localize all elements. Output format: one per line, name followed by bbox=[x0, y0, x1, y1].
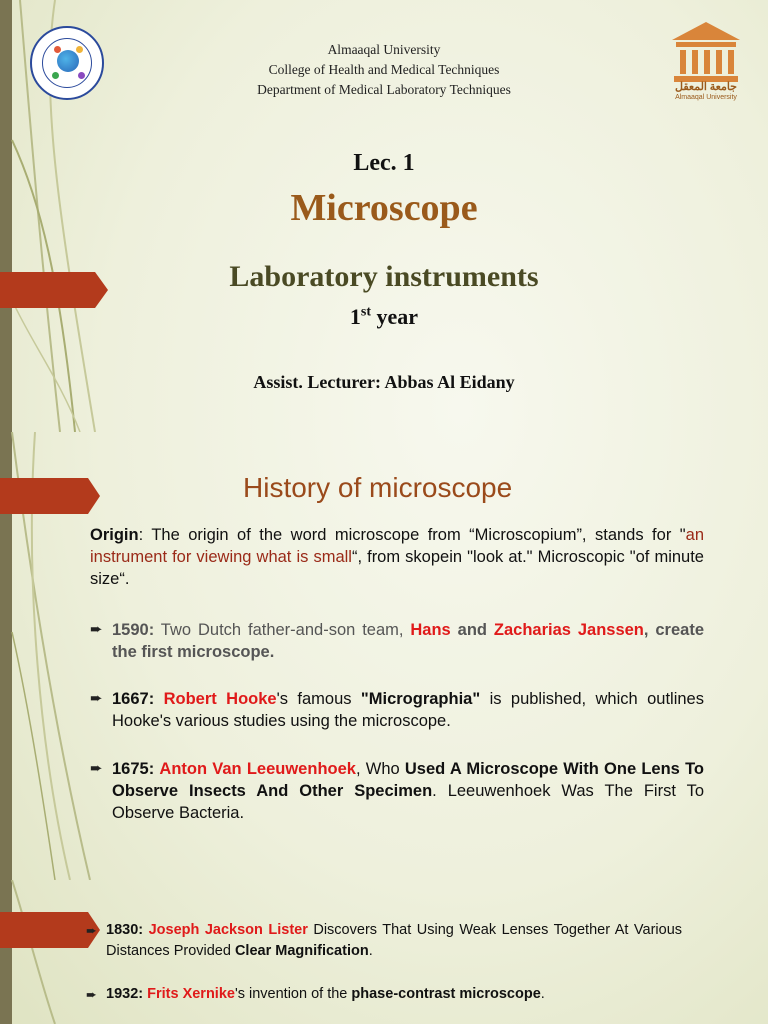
arrow-bullet-icon: ➨ bbox=[90, 621, 103, 638]
left-bar bbox=[0, 880, 12, 1024]
timeline-item-1590: 1590: Two Dutch father-and-son team, Hans and Zacharias Janssen, create the first microscope. bbox=[112, 621, 705, 661]
college-name: College of Health and Medical Techniques bbox=[268, 62, 500, 77]
lecture-number: Lec. 1 bbox=[353, 150, 415, 176]
columns-icon bbox=[668, 20, 744, 84]
logo-arabic-text: جامعة المعقل bbox=[675, 81, 737, 93]
timeline-item-1675: 1675: Anton Van Leeuwenhoek, Who Used A Microscope With One Lens To Observe Insects And Other Specimen. Leeuwenhoek Was The First To Observe Bacteria. bbox=[112, 760, 705, 822]
lecturer-name: Assist. Lecturer: Abbas Al Eidany bbox=[253, 372, 515, 392]
arrow-bullet-icon: ➨ bbox=[90, 690, 103, 707]
cover-slide bbox=[0, 0, 768, 432]
arrow-bullet-icon: ➨ bbox=[86, 923, 97, 938]
page-title: Microscope bbox=[290, 187, 478, 229]
section-heading: History of microscope bbox=[243, 472, 513, 503]
subtitle: Laboratory instruments bbox=[229, 260, 539, 293]
arrow-bullet-icon: ➨ bbox=[90, 760, 103, 777]
arrow-bullet-icon: ➨ bbox=[86, 987, 97, 1002]
university-logo bbox=[668, 20, 744, 106]
logo-english-text: Almaaqal University bbox=[675, 94, 737, 101]
red-arrow-tab bbox=[0, 478, 100, 514]
timeline-item-1667: 1667: Robert Hooke's famous "Micrographia" is published, which outlines Hooke's various studies using the microscope. bbox=[112, 690, 704, 730]
origin-paragraph: Origin: The origin of the word microscope from “Microscopium”, stands for "an instrument for viewing what is small“, from skopein "look at." Microscopic "of minute size“. bbox=[90, 526, 704, 588]
timeline-item-1830: 1830: Joseph Jackson Lister Discovers That Using Weak Lenses Together At Various Distances Provided Clear Magnification. bbox=[106, 922, 683, 959]
department-name: Department of Medical Laboratory Techniques bbox=[257, 82, 511, 97]
year-label: 1st year bbox=[349, 304, 419, 329]
university-name: Almaaqal University bbox=[327, 42, 441, 57]
timeline-item-1932: 1932: Frits Xernike's invention of the phase-contrast microscope. bbox=[106, 986, 545, 1002]
red-arrow-tab bbox=[0, 912, 100, 948]
